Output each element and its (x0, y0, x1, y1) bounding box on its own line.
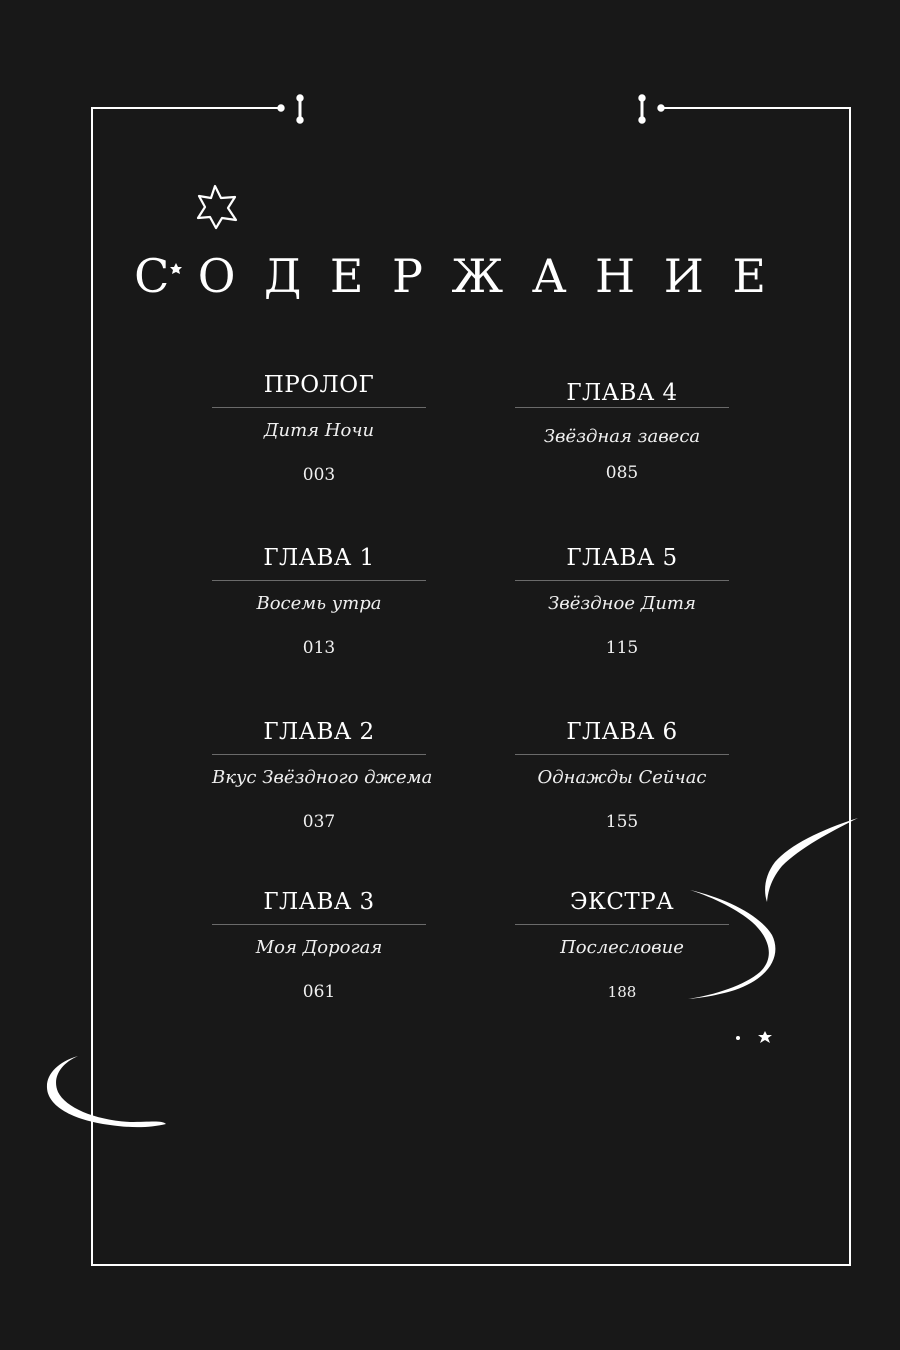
page-title: СОДЕРЖАНИЕ (134, 249, 795, 303)
toc-entry[interactable] (515, 538, 729, 659)
pin-ornament-icon (639, 95, 664, 123)
divider (212, 407, 426, 408)
toc-entry[interactable] (515, 373, 729, 484)
divider (515, 580, 729, 581)
divider (212, 924, 426, 925)
chapter-label: ПРОЛОГ (263, 372, 375, 398)
chapter-label: ГЛАВА 5 (566, 545, 678, 571)
toc-entry[interactable] (515, 712, 729, 833)
toc-entry[interactable] (212, 712, 433, 833)
page-number: 061 (302, 982, 336, 1002)
chapter-title: Послесловие (560, 937, 684, 958)
chapter-label: ГЛАВА 2 (263, 719, 375, 745)
chapter-title: Вкус Звёздного джема (212, 767, 433, 788)
chapter-title: Звёздное Дитя (548, 593, 696, 614)
chapter-label: ЭКСТРА (570, 889, 674, 915)
toc-entry[interactable] (515, 882, 729, 1003)
chapter-label: ГЛАВА 4 (566, 380, 678, 406)
chapter-title: Звёздная завеса (543, 426, 701, 447)
chapter-title: Восемь утра (256, 593, 382, 614)
page-number: 003 (302, 465, 336, 485)
crescent-swirl-icon (47, 1056, 166, 1127)
chapter-title: Дитя Ночи (263, 420, 375, 441)
chapter-title: Моя Дорогая (255, 937, 383, 958)
chapter-title: Однажды Сейчас (537, 767, 707, 788)
chapter-label: ГЛАВА 1 (263, 545, 375, 571)
chapter-label: ГЛАВА 3 (263, 889, 375, 915)
divider (515, 754, 729, 755)
divider (515, 924, 729, 925)
divider (212, 580, 426, 581)
star-outline-icon (198, 186, 236, 228)
pin-ornament-icon (278, 95, 303, 123)
page-number: 115 (605, 638, 639, 658)
page-number: 037 (302, 812, 336, 832)
toc-entry[interactable] (212, 882, 426, 1003)
divider (212, 754, 426, 755)
page-number: 013 (302, 638, 336, 658)
page-number: 085 (605, 463, 639, 483)
page-number: 188 (607, 983, 637, 1001)
page-number: 155 (605, 812, 639, 832)
chapter-label: ГЛАВА 6 (566, 719, 678, 745)
toc-entry[interactable] (212, 365, 426, 486)
toc-entry[interactable] (212, 538, 426, 659)
small-star-icon (736, 1031, 772, 1043)
